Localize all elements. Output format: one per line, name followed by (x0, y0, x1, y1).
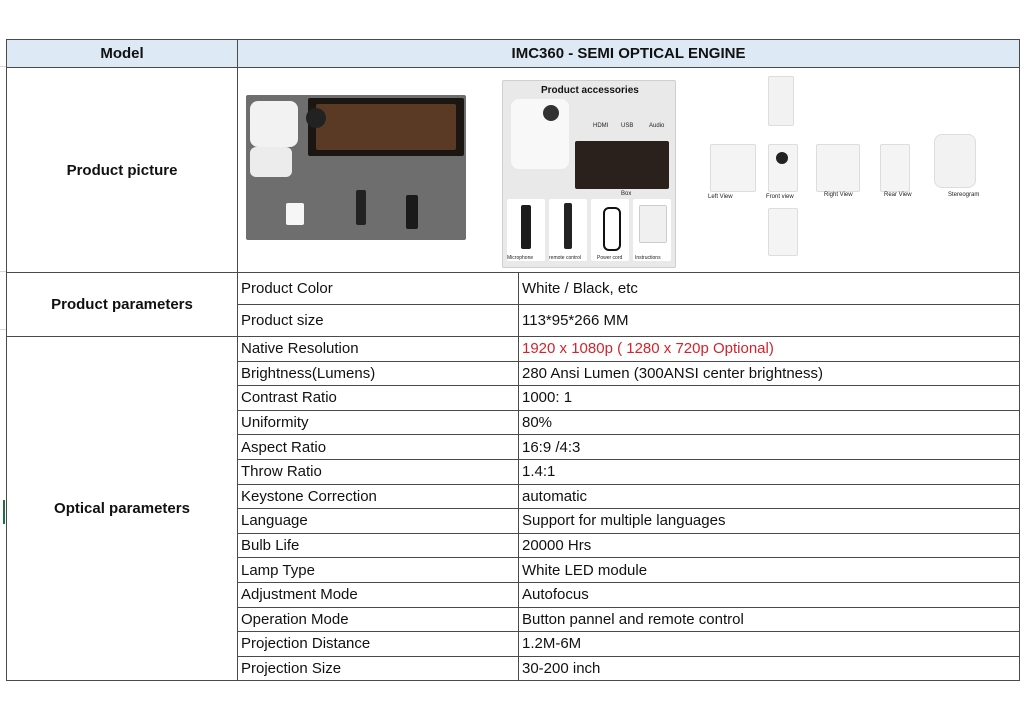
product-photo (246, 95, 466, 240)
optical-value-cell[interactable]: 30-200 inch (519, 656, 1020, 681)
accessories-photo: Product accessories HDMI USB Audio Box Microphone remote control Power cord Instructions (502, 80, 676, 268)
optical-value-cell[interactable]: automatic (519, 484, 1020, 509)
optical-value-cell[interactable]: 1000: 1 (519, 386, 1020, 411)
optical-value-cell[interactable]: 80% (519, 410, 1020, 435)
optical-name-cell[interactable]: Keystone Correction (238, 484, 519, 509)
model-label-cell[interactable]: Model (7, 40, 238, 68)
product-picture-row (7, 68, 1020, 273)
optical-name-cell[interactable]: Uniformity (238, 410, 519, 435)
param-value-cell[interactable]: 113*95*266 MM (519, 305, 1020, 337)
view-label: Left View (708, 194, 733, 200)
spec-table (6, 39, 1020, 681)
model-value-cell[interactable]: IMC360 - SEMI OPTICAL ENGINE (238, 40, 1020, 68)
optical-value-cell[interactable]: 1920 x 1080p ( 1280 x 720p Optional) (519, 337, 1020, 362)
optical-name-cell[interactable]: Lamp Type (238, 558, 519, 583)
optical-value-cell[interactable]: 1.2M-6M (519, 632, 1020, 657)
optical-value-cell[interactable]: 20000 Hrs (519, 533, 1020, 558)
optical-value-cell[interactable]: 16:9 /4:3 (519, 435, 1020, 460)
projector-shape (250, 101, 298, 147)
optical-value-cell[interactable]: 280 Ansi Lumen (300ANSI center brightness) (519, 361, 1020, 386)
optical-name-cell[interactable]: Projection Size (238, 656, 519, 681)
optical-name-cell[interactable]: Native Resolution (238, 337, 519, 362)
optical-value-cell[interactable]: Support for multiple languages (519, 509, 1020, 534)
view-label: Stereogram (948, 192, 980, 198)
view-label: Right View (824, 192, 853, 198)
header-row (7, 40, 1020, 68)
param-value-cell[interactable]: White / Black, etc (519, 273, 1020, 305)
product-picture-cell[interactable] (238, 68, 1020, 273)
optical-name-cell[interactable]: Operation Mode (238, 607, 519, 632)
optical-name-cell[interactable]: Bulb Life (238, 533, 519, 558)
optical-value-cell[interactable]: 1.4:1 (519, 459, 1020, 484)
product-parameters-label[interactable]: Product parameters (7, 273, 238, 337)
param-name-cell[interactable]: Product Color (238, 273, 519, 305)
product-picture-label[interactable]: Product picture (7, 68, 238, 273)
view-label: Front view (766, 194, 794, 200)
optical-value-cell[interactable]: Autofocus (519, 582, 1020, 607)
param-name-cell[interactable]: Product size (238, 305, 519, 337)
optical-parameters-label[interactable]: Optical parameters (7, 337, 238, 681)
param-row (7, 273, 1020, 305)
optical-value-cell[interactable]: Button pannel and remote control (519, 607, 1020, 632)
optical-name-cell[interactable]: Language (238, 509, 519, 534)
optical-name-cell[interactable]: Projection Distance (238, 632, 519, 657)
accessories-title: Product accessories (541, 85, 639, 96)
optical-name-cell[interactable]: Adjustment Mode (238, 582, 519, 607)
optical-name-cell[interactable]: Brightness(Lumens) (238, 361, 519, 386)
view-label: Rear View (884, 192, 912, 198)
optical-row (7, 337, 1020, 362)
product-images (238, 68, 1019, 272)
optical-name-cell[interactable]: Contrast Ratio (238, 386, 519, 411)
optical-name-cell[interactable]: Aspect Ratio (238, 435, 519, 460)
optical-name-cell[interactable]: Throw Ratio (238, 459, 519, 484)
active-row-marker (3, 500, 5, 524)
optical-value-cell[interactable]: White LED module (519, 558, 1020, 583)
box-image (308, 98, 464, 156)
